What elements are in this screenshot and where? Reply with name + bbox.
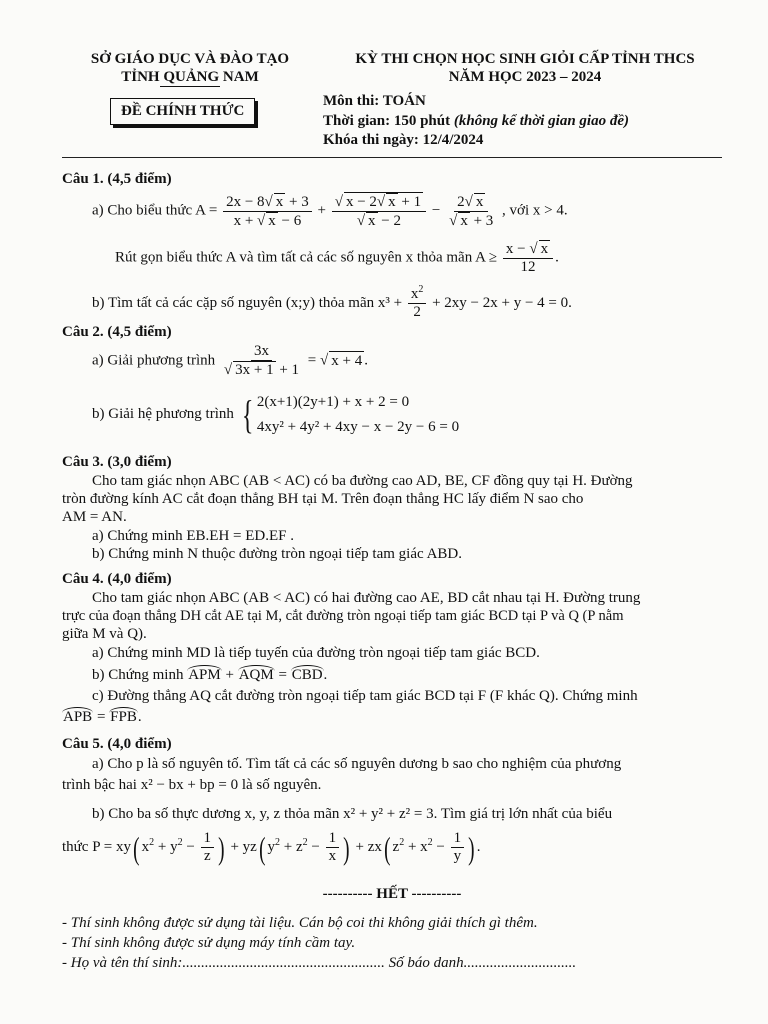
question-3a: a) Chứng minh EB.EH = ED.EF .: [92, 528, 294, 544]
question-3-heading: Câu 3. (3,0 điểm): [62, 454, 172, 470]
system-equation-2: 4xy² + 4y² + 4xy − x − 2y − 6 = 0: [256, 418, 460, 435]
question-2a: a) Giải phương trình $\frac{3x}{√ 3x + 1 + 1}$ = √ x + 4 .: [92, 343, 368, 379]
question-1a-task: Rút gọn biểu thức A và tìm tất cả các số nguyên x thỏa mãn A ≥ $\frac{x - √ x}{12}$ .: [115, 241, 559, 276]
question-4-line-2: trực của đoạn thẳng DH cắt AE tại M, cắt đường tròn ngoại tiếp tam giác BCD tại P và Q (P nằm: [62, 608, 624, 624]
exam-date: Khóa thi ngày: 12/4/2024: [323, 132, 484, 148]
question-4-line-3: giữa M và Q).: [62, 626, 147, 642]
question-4b: b) Chứng minh APM + AQM = CBD.: [92, 667, 328, 683]
department-name: SỞ GIÁO DỤC VÀ ĐÀO TẠO: [90, 51, 290, 67]
question-3b: b) Chứng minh N thuộc đường tròn ngoại tiếp tam giác ABD.: [92, 546, 462, 562]
header-underline: [160, 86, 220, 87]
subject: Môn thi: TOÁN: [323, 93, 426, 109]
question-5a-line-2: trình bậc hai x² − bx + bp = 0 là số nguyên.: [62, 777, 322, 793]
time-limit: Thời gian: 150 phút (không kể thời gian giao đề): [323, 113, 630, 129]
footer-note-1: - Thí sinh không được sử dụng tài liệu. Cán bộ coi thi không giải thích gì thêm.: [62, 915, 538, 931]
footer-note-2: - Thí sinh không được sử dụng máy tính cầm tay.: [62, 935, 356, 951]
system-equation-1: 2(x+1)(2y+1) + x + 2 = 0: [256, 394, 410, 410]
school-year: NĂM HỌC 2023 – 2024: [448, 69, 602, 85]
question-1-heading: Câu 1. (4,5 điểm): [62, 171, 172, 187]
province-name: TỈNH QUẢNG NAM: [121, 69, 259, 85]
question-1a-expression: a) Cho biểu thức A = $\frac{2x - 8√ x + 3}{x + √ x - 6}$ + $\frac{√ x - 2√ x + 1}{√ x - 2}$ − $\frac{2√ x}{√ x + 3}$ , với x > 4.: [92, 193, 568, 230]
question-4c-line-2: APB = FPB.: [63, 709, 142, 725]
question-5-heading: Câu 5. (4,0 điểm): [62, 736, 172, 752]
end-marker: ---------- HẾT ----------: [322, 886, 462, 902]
footer-note-3: - Họ và tên thí sinh:...................................................... Số báo danh..............................: [62, 955, 577, 971]
question-2b: b) Giải hệ phương trình { 2(x+1)(2y+1) + x + 2 = 0 4xy² + 4y² + 4xy − x − 2y − 6 = 0: [92, 391, 460, 437]
question-3-line-3: AM = AN.: [62, 509, 127, 525]
exam-title: KỲ THI CHỌN HỌC SINH GIỎI CẤP TỈNH THCS: [355, 51, 695, 67]
question-4-line-1: Cho tam giác nhọn ABC (AB < AC) có hai đường cao AE, BD cắt nhau tại H. Đường trung: [92, 590, 641, 606]
question-2-heading: Câu 2. (4,5 điểm): [62, 324, 172, 340]
question-3-line-1: Cho tam giác nhọn ABC (AB < AC) có ba đường cao AD, BE, CF đồng quy tại H. Đường: [92, 473, 633, 489]
official-exam-label: ĐỀ CHÍNH THỨC: [110, 98, 255, 125]
header-divider: [62, 157, 722, 158]
question-5b-expression: thức P = xy( $x^2 + y^2$ − $\frac{1}{z}$ ) + yz( $y^2 + z^2$ − $\frac{1}{x}$ ) + zx( $z^2 + x^2$ − $\frac{1}{y}$ ) .: [62, 829, 481, 866]
question-4c-line-1: c) Đường thẳng AQ cắt đường tròn ngoại tiếp tam giác BCD tại F (F khác Q). Chứng minh: [92, 688, 638, 704]
question-1b: b) Tìm tất cả các cặp số nguyên (x;y) thỏa mãn x³ + $\frac{x^2}{2}$ + 2xy − 2x + y − 4 = 0.: [92, 284, 572, 321]
question-3-line-2: tròn đường kính AC cắt đoạn thẳng BH tại M. Trên đoạn thẳng HC lấy điểm N sao cho: [62, 491, 584, 507]
question-5a-line-1: a) Cho p là số nguyên tố. Tìm tất cả các số nguyên dương b sao cho nghiệm của phương: [92, 756, 622, 772]
question-4-heading: Câu 4. (4,0 điểm): [62, 571, 172, 587]
question-4a: a) Chứng minh MD là tiếp tuyến của đường tròn ngoại tiếp tam giác BCD.: [92, 645, 540, 661]
question-5b-line-1: b) Cho ba số thực dương x, y, z thỏa mãn x² + y² + z² = 3. Tìm giá trị lớn nhất của biểu: [92, 806, 613, 822]
